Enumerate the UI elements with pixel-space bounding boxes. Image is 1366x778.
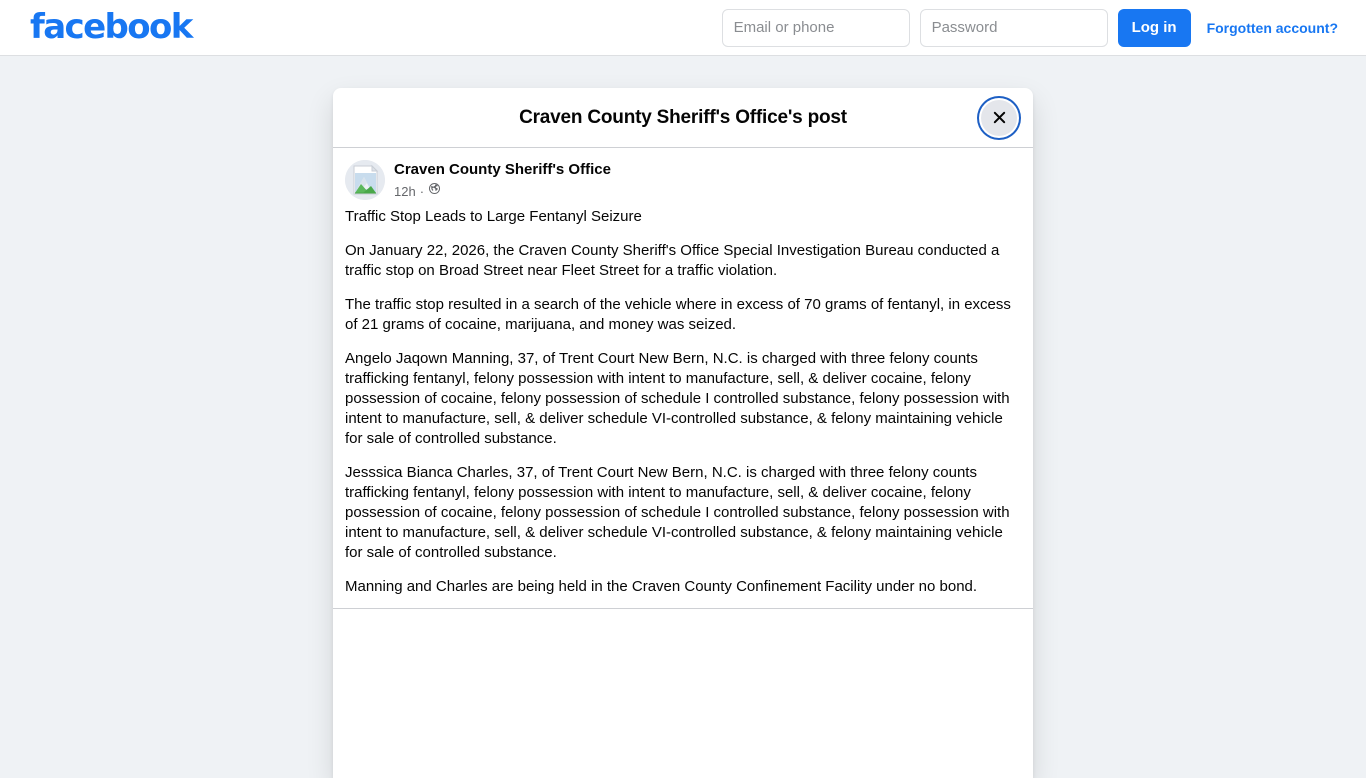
post-timestamp[interactable]: 12h: [394, 183, 416, 199]
avatar[interactable]: [345, 160, 385, 200]
post-modal-dialog: [333, 88, 1033, 778]
facebook-logo[interactable]: facebook: [30, 6, 192, 47]
post-paragraph: Jesssica Bianca Charles, 37, of Trent Court New Bern, N.C. is charged with three felony counts trafficking fentanyl, felony possession with intent to manufacture, sell, & deliver cocaine, felony possession of cocaine, felony possession of schedule I controlled substance, felony possession with intent to manufacture, sell, & deliver schedule VI-controlled substance, & felony maintaining vehicle for sale of controlled substance.: [345, 464, 1010, 561]
log-in-button[interactable]: Log in: [1118, 9, 1191, 47]
close-x-icon: [991, 109, 1008, 126]
modal-title: Craven County Sheriff's Office's post: [519, 106, 847, 128]
password-input[interactable]: [920, 9, 1108, 47]
post-meta: [394, 160, 611, 200]
forgotten-account-link[interactable]: Forgotten account?: [1206, 19, 1338, 36]
post-paragraph: Manning and Charles are being held in the Craven County Confinement Facility under no bond.: [345, 578, 978, 595]
close-modal-button[interactable]: [981, 100, 1017, 136]
post-paragraph: Angelo Jaqown Manning, 37, of Trent Court New Bern, N.C. is charged with three felony counts trafficking fentanyl, felony possession with intent to manufacture, sell, & deliver cocaine, felony possession of cocaine, felony possession of schedule I controlled substance, felony possession with intent to manufacture, sell, & deliver schedule VI-controlled substance, & felony maintaining vehicle for sale of controlled substance.: [345, 350, 1010, 447]
post-author-name[interactable]: Craven County Sheriff's Office: [394, 161, 611, 178]
broken-image-placeholder-icon: [345, 160, 385, 200]
meta-separator: ·: [419, 183, 425, 199]
globe-public-icon[interactable]: [428, 182, 441, 200]
top-navigation-bar: [0, 0, 1366, 56]
post-subtitle: [394, 182, 611, 200]
login-form: [722, 9, 1338, 47]
modal-header: [333, 88, 1033, 148]
post-media-area[interactable]: [333, 609, 1033, 778]
post-paragraph: The traffic stop resulted in a search of the vehicle where in excess of 70 grams of fentanyl, in excess of 21 grams of cocaine, marijuana, and money was seized.: [345, 296, 1011, 333]
post-author-header: [333, 148, 1033, 200]
post-message-text: [333, 200, 1033, 597]
post-content-area: [333, 148, 1033, 778]
post-paragraph: On January 22, 2026, the Craven County Sheriff's Office Special Investigation Bureau conducted a traffic stop on Broad Street near Fleet Street for a traffic violation.: [345, 242, 1000, 279]
email-or-phone-input[interactable]: [722, 9, 910, 47]
post-paragraph: Traffic Stop Leads to Large Fentanyl Seizure: [345, 208, 642, 225]
